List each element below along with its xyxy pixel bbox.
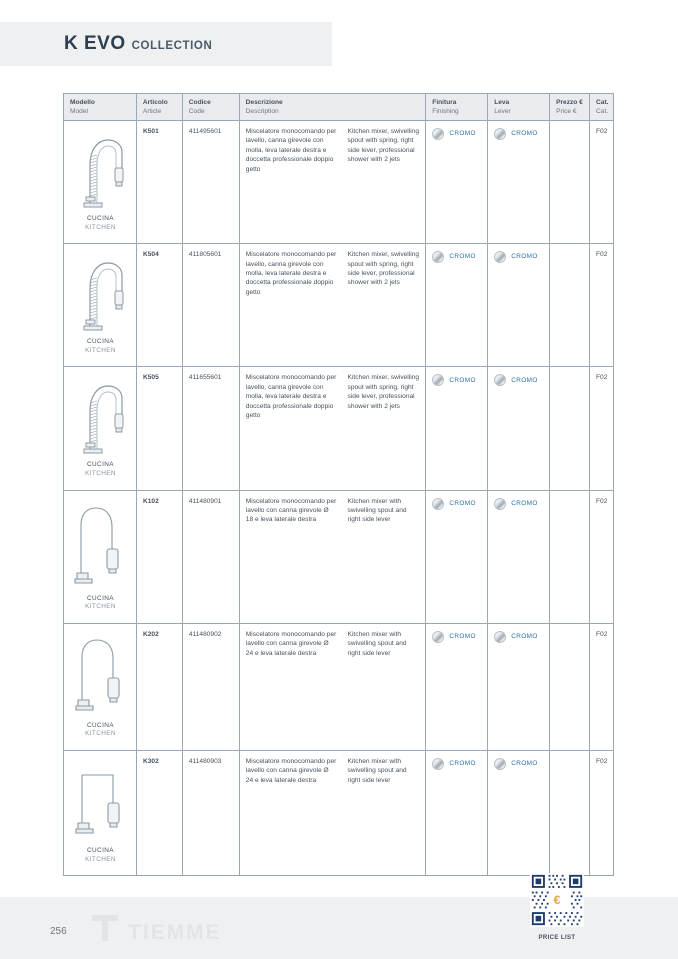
chrome-swatch-icon: [432, 758, 444, 770]
col-header-cat: Cat. Cat.: [590, 94, 614, 120]
category-cell: F02: [590, 244, 614, 366]
product-image-cell: [64, 244, 137, 366]
product-image-cell: [64, 121, 137, 243]
kitchen-mixer-spring-spout-icon: [68, 377, 134, 461]
brand-name: TIEMME: [128, 921, 222, 944]
page-number: 256: [50, 926, 67, 937]
lever-cell: [488, 624, 550, 750]
table-row: [64, 367, 614, 490]
description-en: Kitchen mixer with swivelling spout and right side lever: [342, 491, 427, 623]
chrome-swatch-icon: [432, 251, 444, 263]
product-image-caption: CUCINA KITCHEN: [85, 338, 116, 354]
lever-cell: [488, 367, 550, 489]
finishing-cell: [426, 624, 488, 750]
chrome-swatch-icon: [494, 758, 506, 770]
chrome-swatch-icon: [432, 498, 444, 510]
article-code: K302: [137, 751, 183, 875]
finishing-label: CROMO: [449, 376, 476, 384]
chrome-swatch-icon: [494, 631, 506, 643]
finishing-label: CROMO: [449, 130, 476, 138]
lever-cell: [488, 491, 550, 623]
table-row: [64, 244, 614, 367]
col-header-model: Modello Model: [64, 94, 137, 120]
description-it: Miscelatore monocomando per lavello con canna girevole Ø 24 e leva laterale destra: [245, 757, 337, 784]
page-title: [64, 33, 212, 55]
kitchen-mixer-square-spout-icon: [68, 761, 134, 847]
col-header-finishing: Finitura Finishing: [426, 94, 488, 120]
product-image-caption: CUCINA KITCHEN: [85, 461, 116, 477]
category-cell: F02: [590, 624, 614, 750]
description-en: Kitchen mixer with swivelling spout and right side lever: [342, 624, 427, 750]
lever-cell: [488, 121, 550, 243]
article-code: K501: [137, 121, 183, 243]
description-en: Kitchen mixer, swivelling spout with spring, right side lever, professional shower with 2 jets: [342, 367, 427, 489]
tiemme-mark-icon: [88, 909, 122, 943]
article-code: K505: [137, 367, 183, 489]
description-en: Kitchen mixer, swivelling spout with spring, right side lever, professional shower with 2 jets: [342, 244, 427, 366]
product-table: [63, 93, 614, 876]
price-cell: [550, 244, 590, 366]
col-header-lever: Leva Lever: [488, 94, 550, 120]
col-header-description-en: [341, 94, 426, 120]
col-header-description: Descrizione Description: [245, 99, 283, 115]
finishing-cell: [426, 121, 488, 243]
article-code: K202: [137, 624, 183, 750]
article-code: K504: [137, 244, 183, 366]
product-image-caption: CUCINA KITCHEN: [85, 215, 116, 231]
collection-label: COLLECTION: [131, 40, 213, 52]
description-it: Miscelatore monocomando per lavello, canna girevole con molla, leva laterale destra e doccetta professionale doppio getto: [245, 374, 337, 419]
product-code: 411805601: [183, 244, 240, 366]
price-cell: [550, 367, 590, 489]
product-image-caption: CUCINA KITCHEN: [85, 846, 116, 863]
finishing-label: CROMO: [449, 499, 476, 507]
product-image-cell: [64, 491, 137, 623]
product-image-cell: [64, 367, 137, 489]
kitchen-mixer-curved-spout-icon: [68, 634, 134, 722]
description-en: Kitchen mixer, swivelling spout with spring, right side lever, professional shower with 2 jets: [342, 121, 427, 243]
collection-name: K EVO: [64, 33, 126, 54]
product-code: 411655601: [183, 367, 240, 489]
lever-label: CROMO: [511, 130, 538, 138]
chrome-swatch-icon: [494, 128, 506, 140]
category-cell: F02: [590, 367, 614, 489]
description-it: Miscelatore monocomando per lavello, canna girevole con molla, leva laterale destra e doccetta professionale doppio getto: [245, 251, 337, 296]
chrome-swatch-icon: [432, 374, 444, 386]
category-cell: F02: [590, 751, 614, 875]
qr-code-icon[interactable]: [530, 873, 584, 927]
category-cell: F02: [590, 121, 614, 243]
col-header-price: Prezzo € Price €: [550, 94, 590, 120]
article-code: K102: [137, 491, 183, 623]
table-header-row: [64, 94, 614, 121]
category-cell: F02: [590, 491, 614, 623]
price-cell: [550, 751, 590, 875]
product-image-cell: [64, 624, 137, 750]
finishing-cell: [426, 244, 488, 366]
col-header-code: Codice Code: [183, 94, 240, 120]
qr-label: PRICE LIST: [538, 935, 576, 941]
product-code: 411480901: [183, 491, 240, 623]
description-it: Miscelatore monocomando per lavello, canna girevole con molla, leva laterale destra e doccetta professionale doppio getto: [245, 128, 337, 173]
lever-label: CROMO: [511, 760, 538, 768]
kitchen-mixer-spring-spout-icon: [68, 254, 134, 338]
chrome-swatch-icon: [432, 128, 444, 140]
product-code: 411480902: [183, 624, 240, 750]
price-cell: [550, 491, 590, 623]
table-row: [64, 751, 614, 876]
col-header-article: Articolo Article: [137, 94, 183, 120]
chrome-swatch-icon: [494, 498, 506, 510]
lever-label: CROMO: [511, 499, 538, 507]
chrome-swatch-icon: [432, 631, 444, 643]
product-image-caption: CUCINA KITCHEN: [85, 594, 116, 611]
product-image-caption: CUCINA KITCHEN: [85, 721, 116, 738]
description-it: Miscelatore monocomando per lavello con canna girevole Ø 24 e leva laterale destra: [245, 630, 337, 657]
brand-logo: [88, 909, 222, 943]
price-cell: [550, 121, 590, 243]
finishing-cell: [426, 367, 488, 489]
description-it: Miscelatore monocomando per lavello con canna girevole Ø 18 e leva laterale destra: [245, 497, 337, 524]
lever-label: CROMO: [511, 376, 538, 384]
table-row: [64, 624, 614, 751]
description-en: Kitchen mixer with swivelling spout and right side lever: [342, 751, 427, 875]
kitchen-mixer-spring-spout-icon: [68, 131, 134, 215]
table-row: [64, 491, 614, 624]
finishing-cell: [426, 751, 488, 875]
finishing-label: CROMO: [449, 253, 476, 261]
finishing-cell: [426, 491, 488, 623]
lever-cell: [488, 751, 550, 875]
kitchen-mixer-curved-spout-icon: [68, 501, 134, 595]
table-row: [64, 121, 614, 244]
finishing-label: CROMO: [449, 633, 476, 641]
finishing-label: CROMO: [449, 760, 476, 768]
lever-cell: [488, 244, 550, 366]
product-code: 411480903: [183, 751, 240, 875]
chrome-swatch-icon: [494, 251, 506, 263]
product-code: 411495601: [183, 121, 240, 243]
product-image-cell: [64, 751, 137, 875]
qr-block[interactable]: [526, 873, 588, 941]
qr-euro-symbol: €: [553, 892, 561, 907]
lever-label: CROMO: [511, 633, 538, 641]
price-cell: [550, 624, 590, 750]
chrome-swatch-icon: [494, 374, 506, 386]
lever-label: CROMO: [511, 253, 538, 261]
